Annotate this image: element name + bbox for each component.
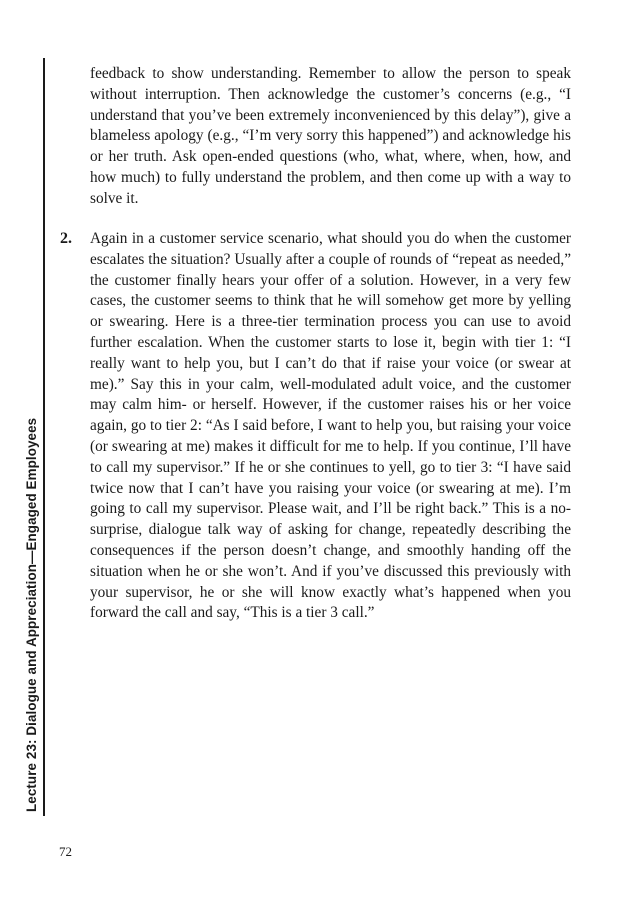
item-text: Again in a customer service scenario, what should you do when the customer escalates the situation? Usually after a couple of rounds of “repeat as needed,” the customer finally hears your offer of a solution. However, in a very few cases, the customer seems to think that he will somehow get more by yelling or swearing. Here is a three-tier termination process you can use to avoid further escalation. When the customer starts to lose it, begin with tier 1: “I really want to help you, but I can’t do that if raise your voice (or swear at me).” Say this in your calm, well-modulated adult voice, and the customer may calm him- or herself. However, if the customer raises his or her voice again, go to tier 2: “As I said before, I want to help you, but raising your voice (or swearing at me) makes it difficult for me to help. If you continue, I’ll have to call my supervisor.” If he or she continues to yell, go to tier 3: “I have said twice now that I can’t have you raising your voice (or swearing at me). I’m going to call my supervisor. Please wait, and I’ll be right back.” This is a no-surprise, dialogue talk way of asking for change, repeatedly describing the consequences if the person doesn’t change, and smoothly handing off the situation when he or she won’t. And if you’ve discussed this previously with your supervisor, he or she will know exactly what’s happened when you forward the call and say, “This is a tier 3 call.” <box>90 230 571 622</box>
page-number: 72 <box>59 844 72 859</box>
margin-rule <box>43 58 45 816</box>
continued-paragraph: feedback to show understanding. Remember to allow the person to speak without interruption. Then acknowledge the customer’s concerns (e.g., “I understand that you’ve been extremely inconvenienced by this delay”), give a blameless apology (e.g., “I’m very sorry this happened”) and acknowledge his or her truth. Ask open-ended questions (who, what, where, when, how, and how much) to fully understand the problem, and then come up with a way to solve it. <box>90 65 571 207</box>
item-number: 2. <box>60 230 72 247</box>
running-head: Lecture 23: Dialogue and Appreciation—Engaged Employees <box>24 417 39 812</box>
